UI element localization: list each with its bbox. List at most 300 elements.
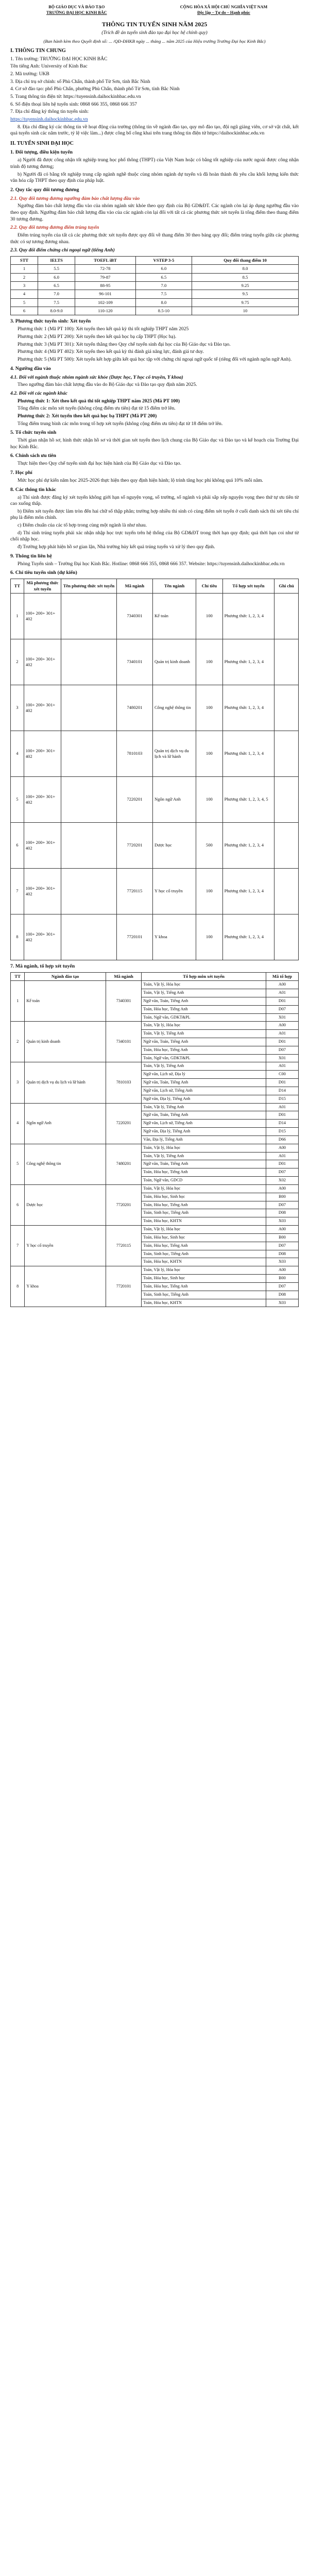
table-cell: 7.5 [135, 290, 192, 298]
table-cell: 7720115 [106, 1226, 141, 1266]
other-info-a: a) Thí sinh được đăng ký xét tuyển không giới hạn số nguyện vọng, số trường, số ngành và phải sắp xếp nguyện vọng theo thứ tự ưu tiên từ cao xuống thấp. [10, 494, 299, 507]
table-cell: 4 [11, 731, 24, 776]
table-cell: 100 [196, 593, 222, 639]
column-header: Tên phương thức xét tuyển [61, 579, 117, 594]
table-cell: 8.5 [192, 273, 299, 281]
column-header: Ngành đào tạo [25, 972, 106, 980]
combination-code: B00 [266, 1233, 298, 1242]
table-row [11, 1184, 299, 1193]
table-cell: Phương thức 1, 2, 3, 4 [222, 639, 274, 685]
conversion-heading: 2. Quy tắc quy đổi tương đương [10, 187, 79, 193]
table-row [11, 273, 299, 281]
subject-combination: Toán, Vật lý, Tiếng Anh [142, 1103, 266, 1111]
subject-combination: Toán, Hóa học, Tiếng Anh [142, 1005, 266, 1013]
table-cell: 5 [11, 776, 24, 822]
table-cell: 100+ 200+ 301+ 402 [24, 776, 61, 822]
table-cell: 4 [11, 1103, 25, 1144]
general-info-note: 8. Địa chỉ đăng ký các thông tin về hoạt động của trường (thông tin về ngành đào tạo, quy mô đào tạo, đội ngũ giảng viên, cơ sở vật chất, kết quả tuyển sinh các năm trước, tỷ lệ việc làm...) được công bố công khai trên trang thông tin điện tử https://daihockinhbac.edu.vn [10, 124, 299, 137]
subject-combination: Toán, Sinh học, Tiếng Anh [142, 1250, 266, 1258]
combination-code: D01 [266, 1160, 298, 1168]
table-cell: Phương thức 1, 2, 3, 4 [222, 685, 274, 731]
table-cell: Kế toán [25, 981, 106, 1022]
table-cell: 100 [196, 639, 222, 685]
tuition-para: Mức học phí dự kiến năm học 2025-2026 thực hiện theo quy định hiện hành; lộ trình tăng học phí không quá 10% mỗi năm. [18, 477, 263, 483]
table-cell: 6 [11, 1184, 25, 1225]
combination-code: X01 [266, 1013, 298, 1022]
table-row [11, 1022, 299, 1030]
column-header: TOEFL iBT [75, 257, 136, 265]
table-cell: 8.0-9.0 [38, 307, 75, 315]
nation-motto: Độc lập – Tự do – Hạnh phúc [197, 10, 250, 15]
column-header: IELTS [38, 257, 75, 265]
table-row [11, 776, 299, 822]
combination-code: X02 [266, 1177, 298, 1185]
table-row [11, 914, 299, 960]
table-cell [274, 776, 299, 822]
table-cell: 5 [11, 298, 38, 307]
combination-code: A00 [266, 1184, 298, 1193]
table-cell [274, 639, 299, 685]
subject-combination: Toán, Hóa học, Tiếng Anh [142, 1201, 266, 1209]
table-cell: Dược học [152, 822, 196, 868]
table-cell: Quản trị kinh doanh [25, 1022, 106, 1062]
eligibility-para-a: a) Người đã được công nhận tốt nghiệp trung học phổ thông (THPT) của Việt Nam hoặc có bằng tốt nghiệp của nước ngoài được công nhận trình độ tương đương; [10, 157, 299, 170]
table-row [11, 731, 299, 776]
method-2: Phương thức 2 (Mã PT 200): Xét tuyển theo kết quả học bạ cấp THPT (Học bạ). [18, 334, 177, 340]
table-cell: 2 [11, 1022, 25, 1062]
table-row [11, 981, 299, 989]
subject-combination: Toán, Hóa học, Sinh học [142, 1193, 266, 1201]
document-description: (Ban hành kèm theo Quyết định số: ... /QĐ-ĐHKB ngày ... tháng ... năm 2025 của Hiệu trưởng Trường Đại học Kinh Bắc) [43, 38, 266, 44]
threshold-method-1-para: Tổng điểm các môn xét tuyển (không cộng điểm ưu tiên) đạt từ 15 điểm trở lên. [18, 405, 176, 412]
other-info-heading: 8. Các thông tin khác [10, 486, 56, 493]
column-header: TT [11, 579, 24, 594]
table-cell: 500 [196, 822, 222, 868]
table-cell: Y khoa [152, 914, 196, 960]
table-header-row [11, 972, 299, 980]
table-cell: 9.5 [192, 290, 299, 298]
threshold-other-heading: 4.2. Đối với các ngành khác [10, 390, 67, 396]
table-cell: 100+ 200+ 301+ 402 [24, 868, 61, 914]
general-info-item: 4. Cơ sở đào tạo: phố Phù Chẩn, phường Phù Chẩn, thành phố Từ Sơn, tỉnh Bắc Ninh [10, 86, 180, 92]
table-cell: 7720101 [106, 1266, 141, 1307]
combination-code: A01 [266, 989, 298, 997]
threshold-method-2-title: Phương thức 2: Xét tuyển theo kết quả học bạ THPT (Mã PT 200) [18, 413, 157, 419]
table-header-row [11, 257, 299, 265]
method-1: Phương thức 1 (Mã PT 100): Xét tuyển theo kết quả kỳ thi tốt nghiệp THPT năm 2025 [18, 326, 189, 332]
admission-methods-heading: 3. Phương thức tuyển sinh: Xét tuyển [10, 318, 91, 325]
conversion-sub-1: 2.1. Quy đổi tương đương ngưỡng đảm bảo chất lượng đầu vào [10, 195, 140, 201]
table-cell: 7720201 [106, 1184, 141, 1225]
table-cell: 7220201 [116, 776, 152, 822]
table-row [11, 639, 299, 685]
table-cell: 8 [11, 914, 24, 960]
table-cell: 79-87 [75, 273, 136, 281]
method-5: Phương thức 5 (Mã PT 500): Xét tuyển kết hợp giữa kết quả học tập với chứng chỉ ngoại ngữ quốc tế (riêng đối với ngành ngôn ngữ Anh). [18, 357, 292, 363]
table-cell [274, 593, 299, 639]
table-cell: 7 [11, 868, 24, 914]
threshold-health-para: Theo ngưỡng đảm bảo chất lượng đầu vào do Bộ Giáo dục và Đào tạo quy định năm 2025. [18, 382, 197, 388]
combination-code: D01 [266, 1038, 298, 1046]
table-row [11, 265, 299, 273]
conversion-para-1: Ngưỡng đảm bảo chất lượng đầu vào của nhóm ngành sức khỏe theo quy định của Bộ GD&ĐT. Các ngành còn lại áp dụng ngưỡng đầu vào theo quy định. Ngưỡng đảm bảo chất lượng đầu vào của các ngành còn lại đối với tất cả các phương thức xét tuyển là tổng điểm theo thang điểm 30 tương đương. [10, 203, 299, 222]
table-cell: 1 [11, 593, 24, 639]
combination-table [10, 972, 299, 1307]
combination-code: X03 [266, 1299, 298, 1307]
table-cell: 5 [11, 1144, 25, 1184]
subject-combination: Toán, Vật lý, Hóa học [142, 1226, 266, 1234]
subject-combination: Toán, Vật lý, Hóa học [142, 1184, 266, 1193]
conversion-para-2: Điểm trúng tuyển của tất cả các phương thức xét tuyển được quy đổi về thang điểm 30 theo bảng quy đổi; điểm trúng tuyển giữa các phương thức có sự tương đương nhau. [10, 232, 299, 245]
column-header: TT [11, 972, 25, 980]
table-cell: 100+ 200+ 301+ 402 [24, 731, 61, 776]
table-cell: 7720115 [116, 868, 152, 914]
column-header: Mã phương thức xét tuyển [24, 579, 61, 594]
general-info-list [10, 56, 299, 137]
subject-combination: Toán, Hóa học, Tiếng Anh [142, 1242, 266, 1250]
conversion-sub-2: 2.2. Quy đổi tương đương điểm trúng tuyển [10, 225, 99, 231]
combination-code: D15 [266, 1128, 298, 1136]
table-cell [61, 914, 117, 960]
combination-code: D07 [266, 1201, 298, 1209]
priority-para: Thực hiện theo Quy chế tuyển sinh đại học hiện hành của Bộ Giáo dục và Đào tạo. [18, 461, 181, 467]
table-cell: 4 [11, 290, 38, 298]
contact-para: Phòng Tuyển sinh – Trường Đại học Kinh Bắc. Hotline: 0868 666 355, 0868 666 357. Website: https://tuyensinh.daihockinhbac.edu.vn [18, 561, 285, 567]
subject-combination: Văn, Địa lý, Tiếng Anh [142, 1136, 266, 1144]
quota-table [10, 579, 299, 960]
quota-heading: 6. Chỉ tiêu tuyển sinh (dự kiến) [10, 570, 77, 576]
column-header: Tổ hợp môn xét tuyển [142, 972, 266, 980]
tuition-heading: 7. Học phí [10, 470, 32, 476]
table-cell: 100 [196, 685, 222, 731]
table-cell: 7340301 [106, 981, 141, 1022]
ministry-header [10, 4, 143, 15]
subject-combination: Toán, Hóa học, Tiếng Anh [142, 1282, 266, 1291]
table-row [11, 1144, 299, 1152]
column-header: Chỉ tiêu [196, 579, 222, 594]
table-cell: 7340101 [106, 1022, 141, 1062]
combination-code: D07 [266, 1242, 298, 1250]
combination-code: X01 [266, 1054, 298, 1062]
combination-code: D07 [266, 1046, 298, 1054]
subject-combination: Toán, Vật lý, Tiếng Anh [142, 1152, 266, 1160]
subject-combination: Toán, Ngữ văn, GDKT&PL [142, 1013, 266, 1022]
table-cell: Quản trị dịch vụ du lịch và lữ hành [152, 731, 196, 776]
table-cell: 100+ 200+ 301+ 402 [24, 639, 61, 685]
other-info-d: d) Thí sinh trúng tuyển phải xác nhận nhập học trực tuyến trên hệ thống của Bộ GD&ĐT trong thời hạn quy định; quá thời hạn coi như từ chối nhập học. [10, 530, 299, 543]
combination-code: D01 [266, 997, 298, 1005]
combination-code: D08 [266, 1209, 298, 1217]
table-cell: 100+ 200+ 301+ 402 [24, 914, 61, 960]
combination-code: D07 [266, 1282, 298, 1291]
table-row [11, 593, 299, 639]
table-cell: 100 [196, 731, 222, 776]
general-info-item: 2. Mã trường: UKB [10, 71, 49, 77]
combination-table-body [11, 981, 299, 1307]
table-cell: 8.0 [192, 265, 299, 273]
table-cell [274, 822, 299, 868]
method-3: Phương thức 3 (Mã PT 301): Xét tuyển thẳng theo Quy chế tuyển sinh đại học của Bộ Giáo dục và Đào tạo. [18, 341, 231, 347]
table-cell: 7.5 [38, 298, 75, 307]
contact-heading: 9. Thông tin liên hệ [10, 553, 52, 559]
table-cell: 7220201 [106, 1103, 141, 1144]
table-cell: Phương thức 1, 2, 3, 4, 5 [222, 776, 274, 822]
table-cell: 7 [11, 1226, 25, 1266]
general-info-item: 3. Địa chỉ trụ sở chính: số Phù Chẩn, thành phố Từ Sơn, tỉnh Bắc Ninh [10, 78, 150, 84]
quota-table-body [11, 593, 299, 960]
table-cell: 100+ 200+ 301+ 402 [24, 685, 61, 731]
table-cell: 3 [11, 685, 24, 731]
combination-code: A01 [266, 1062, 298, 1071]
table-cell: Y học cổ truyền [25, 1226, 106, 1266]
combo-heading: 7. Mã ngành, tổ hợp xét tuyển [10, 963, 75, 969]
table-cell: Y khoa [25, 1266, 106, 1307]
threshold-health-heading: 4.1. Đối với ngành thuộc nhóm ngành sức khỏe (Dược học, Y học cổ truyền, Y khoa) [10, 374, 183, 380]
table-cell: 88-95 [75, 282, 136, 290]
column-header: VSTEP 3-5 [135, 257, 192, 265]
threshold-method-1-title: Phương thức 1: Xét theo kết quả thi tốt nghiệp THPT năm 2025 (Mã PT 100) [18, 398, 180, 404]
subject-combination: Toán, Vật lý, Hóa học [142, 981, 266, 989]
table-cell: 7.0 [38, 290, 75, 298]
table-cell: 6.5 [135, 273, 192, 281]
organization-para: Thời gian nhận hồ sơ, hình thức nhận hồ sơ và thời gian xét tuyển theo lịch chung của Bộ Giáo dục và Đào tạo và kế hoạch của Trường Đại học Kinh Bắc. [10, 437, 299, 450]
subject-combination: Toán, Vật lý, Hóa học [142, 1144, 266, 1152]
other-info-c: c) Điểm chuẩn của các tổ hợp trong cùng một ngành là như nhau. [18, 522, 147, 529]
other-info-e: đ) Trường hợp phát hiện hồ sơ gian lận, Nhà trường hủy kết quả trúng tuyển và xử lý theo quy định. [18, 544, 215, 550]
table-cell [274, 685, 299, 731]
combination-code: D08 [266, 1291, 298, 1299]
table-cell: 7720101 [116, 914, 152, 960]
table-cell: 96-101 [75, 290, 136, 298]
subject-combination: Toán, Hóa học, Tiếng Anh [142, 1046, 266, 1054]
table-row [11, 298, 299, 307]
table-cell: 100+ 200+ 301+ 402 [24, 822, 61, 868]
table-cell: Công nghệ thông tin [152, 685, 196, 731]
combination-code: A01 [266, 1030, 298, 1038]
subject-combination: Toán, Hóa học, KHTN [142, 1217, 266, 1226]
table-cell: Quản trị kinh doanh [152, 639, 196, 685]
threshold-heading: 4. Ngưỡng đầu vào [10, 365, 51, 371]
table-row [11, 1103, 299, 1111]
combination-code: B00 [266, 1193, 298, 1201]
table-cell: Phương thức 1, 2, 3, 4 [222, 914, 274, 960]
table-cell: 7340101 [116, 639, 152, 685]
table-row [11, 1062, 299, 1071]
nation-name: CỘNG HÒA XÃ HỘI CHỦ NGHĨA VIỆT NAM [180, 5, 268, 9]
table-cell: 100+ 200+ 301+ 402 [24, 593, 61, 639]
conversion-sub-3: 2.3. Quy đổi điểm chứng chỉ ngoại ngữ (tiếng Anh) [10, 247, 115, 253]
subject-combination: Toán, Hóa học, KHTN [142, 1258, 266, 1266]
subject-combination: Ngữ văn, Địa lý, Tiếng Anh [142, 1128, 266, 1136]
table-cell: Công nghệ thông tin [25, 1144, 106, 1184]
subject-combination: Toán, Ngữ văn, GDCD [142, 1177, 266, 1185]
subject-combination: Toán, Vật lý, Hóa học [142, 1022, 266, 1030]
combination-code: D07 [266, 1005, 298, 1013]
table-cell: 8.5-10 [135, 307, 192, 315]
column-header: Tổ hợp xét tuyển [222, 579, 274, 594]
combination-code: A01 [266, 1152, 298, 1160]
table-cell: 6 [11, 822, 24, 868]
subject-combination: Toán, Hóa học, Sinh học [142, 1233, 266, 1242]
table-cell: Kế toán [152, 593, 196, 639]
table-cell: 10 [192, 307, 299, 315]
table-row [11, 282, 299, 290]
table-cell: Y học cổ truyền [152, 868, 196, 914]
table-cell [61, 731, 117, 776]
general-info-item: 7. Địa chỉ đăng ký thông tin tuyển sinh: [10, 109, 89, 115]
combination-code: D08 [266, 1250, 298, 1258]
nation-header [149, 4, 299, 15]
combination-code: A01 [266, 1103, 298, 1111]
table-cell [61, 593, 117, 639]
table-cell: 7810103 [116, 731, 152, 776]
table-row [11, 290, 299, 298]
table-cell: 8.0 [135, 298, 192, 307]
combination-code: D01 [266, 1079, 298, 1087]
eligibility-para-b: b) Người đã có bằng tốt nghiệp trung cấp ngành nghề thuộc cùng nhóm ngành dự tuyển và đã hoàn thành đủ yêu cầu khối lượng kiến thức văn hóa cấp THPT theo quy định của pháp luật. [10, 171, 299, 184]
table-cell: 100 [196, 868, 222, 914]
subject-combination: Ngữ văn, Toán, Tiếng Anh [142, 1079, 266, 1087]
subject-combination: Ngữ văn, Toán, Tiếng Anh [142, 997, 266, 1005]
table-cell: Quản trị dịch vụ du lịch và lữ hành [25, 1062, 106, 1103]
subject-combination: Toán, Ngữ văn, GDKT&PL [142, 1054, 266, 1062]
combination-code: D14 [266, 1087, 298, 1095]
table-cell: Dược học [25, 1184, 106, 1225]
table-cell: 3 [11, 282, 38, 290]
university-name: TRƯỜNG ĐẠI HỌC KINH BẮC [46, 10, 107, 15]
table-row [11, 1226, 299, 1234]
language-score-table [10, 256, 299, 315]
table-cell: 2 [11, 273, 38, 281]
combination-code: C00 [266, 1071, 298, 1079]
document-title: THÔNG TIN TUYỂN SINH NĂM 2025 [101, 21, 208, 28]
general-info-item: Tên tiếng Anh: University of Kinh Bac [10, 63, 88, 70]
table-cell: 1 [11, 265, 38, 273]
table-cell: 102-109 [75, 298, 136, 307]
subject-combination: Toán, Sinh học, Tiếng Anh [142, 1209, 266, 1217]
table-cell: Phương thức 1, 2, 3, 4 [222, 868, 274, 914]
column-header: Mã ngành [116, 579, 152, 594]
combination-code: A00 [266, 981, 298, 989]
combination-code: D15 [266, 1095, 298, 1103]
combination-code: X03 [266, 1258, 298, 1266]
column-header: Tên ngành [152, 579, 196, 594]
priority-heading: 6. Chính sách ưu tiên [10, 453, 56, 459]
column-header: Mã tổ hợp [266, 972, 298, 980]
combination-code: B00 [266, 1275, 298, 1283]
ministry-name: BỘ GIÁO DỤC VÀ ĐÀO TẠO [48, 5, 105, 9]
section-general-info-heading: I. THÔNG TIN CHUNG [10, 48, 66, 54]
subject-combination: Toán, Vật lý, Tiếng Anh [142, 1062, 266, 1071]
table-cell: Phương thức 1, 2, 3, 4 [222, 822, 274, 868]
table-cell: 6.0 [38, 273, 75, 281]
table-cell: 6.0 [135, 265, 192, 273]
table-row [11, 685, 299, 731]
combination-code: A00 [266, 1022, 298, 1030]
combination-code: A00 [266, 1144, 298, 1152]
general-info-item: 1. Tên trường: TRƯỜNG ĐẠI HỌC KINH BẮC [10, 56, 108, 62]
subject-combination: Toán, Sinh học, Tiếng Anh [142, 1291, 266, 1299]
general-info-item: 5. Trang thông tin điện tử: https://tuyensinh.daihockinhbac.edu.vn [10, 93, 141, 99]
table-header-row [11, 579, 299, 594]
table-cell [274, 731, 299, 776]
section-admission-heading: II. TUYỂN SINH ĐẠI HỌC [10, 140, 74, 146]
table-cell: 100 [196, 914, 222, 960]
table-cell: 9.25 [192, 282, 299, 290]
table-row [11, 868, 299, 914]
table-row [11, 307, 299, 315]
table-cell: 1 [11, 981, 25, 1022]
general-info-item: 6. Số điện thoại liên hệ tuyển sinh: 0868 666 355, 0868 666 357 [10, 101, 137, 107]
combination-code: D01 [266, 1111, 298, 1120]
subject-combination: Toán, Hóa học, KHTN [142, 1299, 266, 1307]
table-cell: 7340301 [116, 593, 152, 639]
table-cell: 6 [11, 307, 38, 315]
table-cell: Phương thức 1, 2, 3, 4 [222, 593, 274, 639]
table-cell: 100 [196, 776, 222, 822]
table-row [11, 1266, 299, 1275]
subject-combination: Ngữ văn, Lịch sử, Tiếng Anh [142, 1087, 266, 1095]
threshold-method-2-para: Tổng điểm trung bình các môn trong tổ hợp xét tuyển (không cộng điểm ưu tiên) đạt từ 18 điểm trở lên. [18, 420, 223, 427]
column-header: STT [11, 257, 38, 265]
subject-combination: Toán, Vật lý, Tiếng Anh [142, 1030, 266, 1038]
method-4: Phương thức 4 (Mã PT 402): Xét tuyển theo kết quả kỳ thi đánh giá năng lực, đánh giá tư duy. [18, 349, 204, 355]
combination-code: D14 [266, 1120, 298, 1128]
combination-code: A00 [266, 1266, 298, 1275]
subject-combination: Toán, Vật lý, Hóa học [142, 1266, 266, 1275]
document-subtitle: (Trích đề án tuyển sinh đào tạo đại học hệ chính quy) [101, 29, 208, 36]
combination-code: A00 [266, 1226, 298, 1234]
table-cell: 6.5 [38, 282, 75, 290]
table-cell: 8 [11, 1266, 25, 1307]
table-cell: 7480201 [106, 1144, 141, 1184]
subject-combination: Ngữ văn, Toán, Tiếng Anh [142, 1038, 266, 1046]
column-header: Ghi chú [274, 579, 299, 594]
table-cell [61, 868, 117, 914]
table-cell [61, 776, 117, 822]
combination-code: D07 [266, 1168, 298, 1177]
subject-combination: Ngữ văn, Lịch sử, Tiếng Anh [142, 1120, 266, 1128]
table-cell: Ngôn ngữ Anh [152, 776, 196, 822]
table-cell: 7.0 [135, 282, 192, 290]
table-cell [274, 868, 299, 914]
table-cell [61, 685, 117, 731]
table-cell [61, 639, 117, 685]
table-cell: 5.5 [38, 265, 75, 273]
table-cell: 7480201 [116, 685, 152, 731]
registration-link[interactable]: https://tuyensinh.daihockinhbac.edu.vn [10, 116, 88, 122]
subject-combination: Ngữ văn, Địa lý, Tiếng Anh [142, 1095, 266, 1103]
subject-combination: Ngữ văn, Lịch sử, Địa lý [142, 1071, 266, 1079]
other-info-b: b) Điểm xét tuyển được làm tròn đến hai chữ số thập phân; trường hợp nhiều thí sinh có cùng điểm xét tuyển ở cuối danh sách thì xét tiêu chí phụ là điểm môn chính. [10, 508, 299, 521]
table-row [11, 822, 299, 868]
table-cell: 7720201 [116, 822, 152, 868]
subject-combination: Toán, Hóa học, Tiếng Anh [142, 1168, 266, 1177]
organization-heading: 5. Tổ chức tuyển sinh [10, 430, 57, 436]
table-cell: 110-120 [75, 307, 136, 315]
subject-combination: Ngữ văn, Toán, Tiếng Anh [142, 1111, 266, 1120]
table-cell: 72-78 [75, 265, 136, 273]
table-cell [61, 822, 117, 868]
subject-combination: Ngữ văn, Toán, Tiếng Anh [142, 1160, 266, 1168]
table-cell: 9.75 [192, 298, 299, 307]
column-header: Quy đổi thang điểm 10 [192, 257, 299, 265]
document-header [10, 4, 299, 15]
combination-code: X03 [266, 1217, 298, 1226]
table-cell: 7810103 [106, 1062, 141, 1103]
column-header: Mã ngành [106, 972, 141, 980]
subject-combination: Toán, Hóa học, Sinh học [142, 1275, 266, 1283]
